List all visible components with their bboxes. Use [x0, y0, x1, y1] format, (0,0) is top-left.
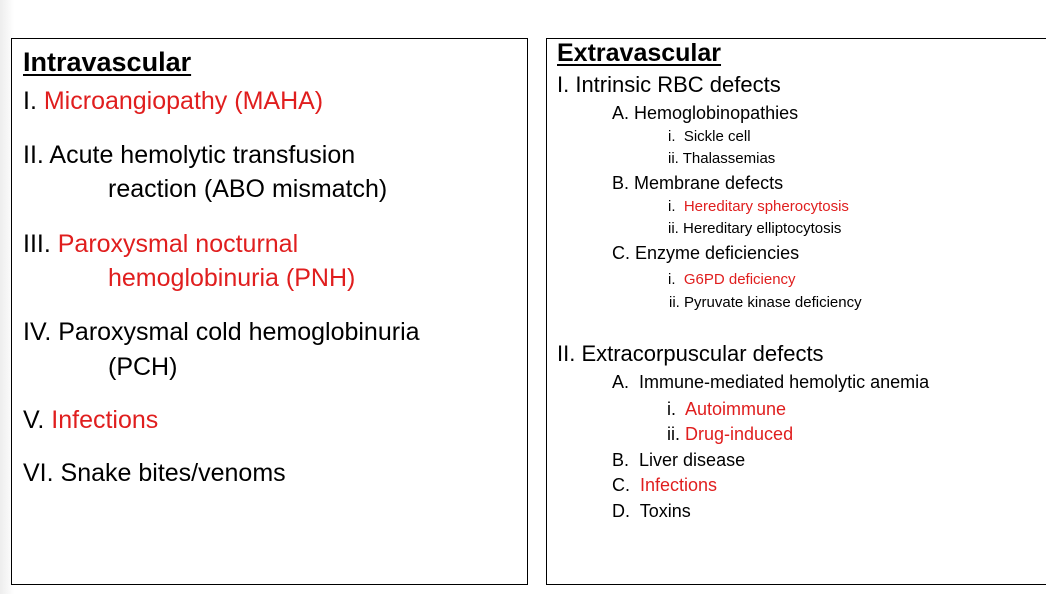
- intravascular-item-3-line2: hemoglobinuria (PNH): [108, 264, 356, 292]
- section-1-group-c: C. Enzyme deficiencies: [612, 243, 800, 263]
- item-text: Infections: [51, 406, 159, 434]
- item-text: Autoimmune: [685, 399, 787, 419]
- intravascular-panel: [11, 38, 528, 585]
- item-number: i.: [668, 198, 676, 215]
- item-number: IV.: [23, 318, 52, 346]
- item-text: Microangiopathy (MAHA): [43, 87, 324, 115]
- group-number: D.: [612, 501, 630, 521]
- item-text-line1: Paroxysmal cold hemoglobinuria: [58, 318, 420, 346]
- item-number: ii.: [668, 220, 679, 237]
- section-2-group-c: [612, 476, 717, 494]
- group-number: A.: [612, 372, 630, 392]
- section-2-group-d: [612, 502, 691, 520]
- extravascular-section-2-heading: II. Extracorpuscular defects: [557, 341, 824, 366]
- item-number: i.: [668, 128, 676, 145]
- intravascular-item-2-line2: reaction (ABO mismatch): [108, 175, 388, 203]
- item-text: G6PD deficiency: [683, 271, 796, 288]
- intravascular-item-4-line2: (PCH): [108, 353, 178, 381]
- item-text: Drug-induced: [685, 424, 794, 444]
- item-number: ii.: [667, 424, 680, 444]
- item-text: Hereditary elliptocytosis: [683, 220, 842, 237]
- section-1-group-b: B. Membrane defects: [612, 173, 784, 193]
- extravascular-title: Extravascular: [557, 39, 722, 67]
- group-label: Immune-mediated hemolytic anemia: [639, 372, 930, 392]
- section-2-group-a-item-1: [667, 400, 786, 418]
- item-text-line1: Acute hemolytic transfusion: [49, 141, 356, 169]
- extravascular-section-1-heading: I. Intrinsic RBC defects: [557, 72, 781, 97]
- intravascular-item-2: [23, 143, 355, 168]
- intravascular-item-5: [23, 408, 158, 433]
- group-label: Liver disease: [639, 450, 746, 470]
- group-label: Toxins: [639, 501, 691, 521]
- group-a-item-2: [668, 151, 775, 166]
- item-number: i.: [667, 399, 676, 419]
- group-label: Infections: [640, 475, 718, 495]
- item-text-line1: Paroxysmal nocturnal: [57, 230, 299, 258]
- intravascular-item-1: [23, 89, 323, 114]
- intravascular-item-4: [23, 320, 420, 345]
- section-1-group-a: A. Hemoglobinopathies: [612, 103, 799, 123]
- item-text: Pyruvate kinase deficiency: [684, 294, 862, 311]
- item-text: Snake bites/venoms: [60, 459, 286, 487]
- group-number: C.: [612, 475, 630, 495]
- group-b-item-1: [668, 199, 849, 214]
- item-text: Hereditary spherocytosis: [683, 198, 849, 215]
- group-b-item-2: [668, 221, 841, 236]
- item-text: Thalassemias: [682, 150, 776, 167]
- intravascular-item-3: [23, 232, 298, 257]
- item-number: III.: [23, 230, 51, 258]
- intravascular-item-6: [23, 461, 286, 486]
- group-number: B.: [612, 450, 630, 470]
- intravascular-title: Intravascular: [23, 47, 192, 77]
- item-number: I.: [23, 87, 37, 115]
- item-number: ii.: [669, 294, 680, 311]
- group-a-item-1: [668, 129, 751, 144]
- section-2-group-a-item-2: [667, 425, 793, 443]
- item-number: ii.: [668, 150, 679, 167]
- group-c-item-1: [668, 272, 796, 287]
- group-c-item-2: [669, 295, 862, 310]
- item-number: VI.: [23, 459, 54, 487]
- section-2-group-a: [612, 373, 929, 391]
- item-number: II.: [23, 141, 44, 169]
- section-2-group-b: [612, 451, 745, 469]
- item-number: i.: [668, 271, 676, 288]
- item-text: Sickle cell: [683, 128, 751, 145]
- item-number: V.: [23, 406, 45, 434]
